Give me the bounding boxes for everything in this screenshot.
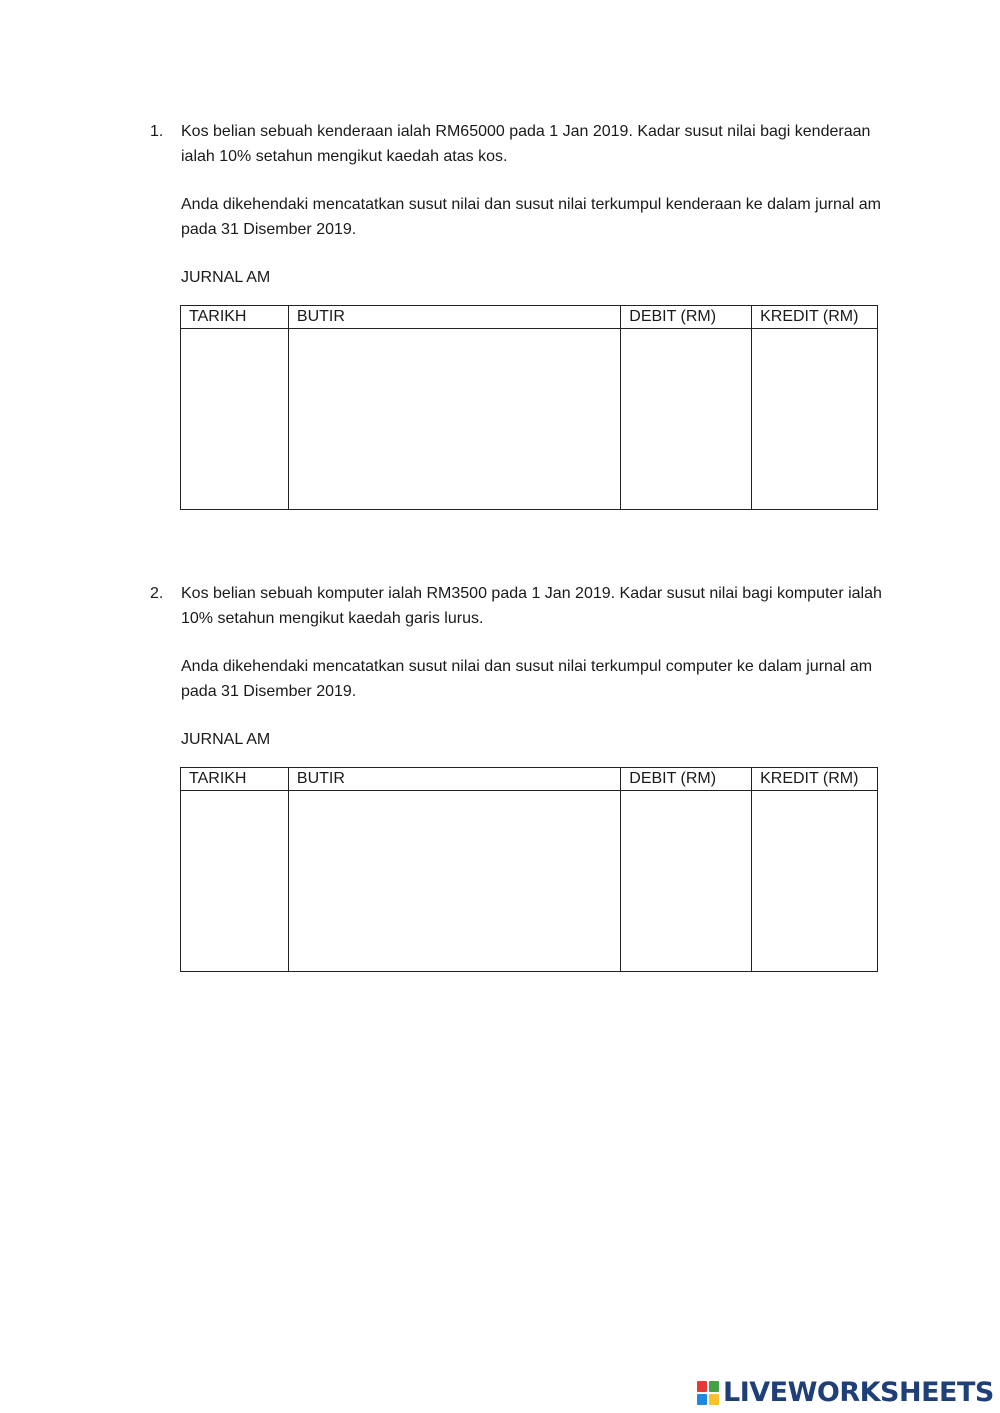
question-1-text: Kos belian sebuah kenderaan ialah RM65000 pada 1 Jan 2019. Kadar susut nilai bagi kenderaan ialah 10% setahun mengikut kaedah atas kos. bbox=[181, 123, 871, 165]
journal-table-1 bbox=[180, 305, 878, 510]
header-debit: DEBIT (RM) bbox=[621, 768, 752, 791]
question-2-instruction: Anda dikehendaki mencatatkan susut nilai dan susut nilai terkumpul computer ke dalam jurnal am pada 31 Disember 2019. bbox=[181, 658, 873, 700]
journal-header-row bbox=[181, 306, 878, 329]
journal-entry-row bbox=[181, 329, 878, 510]
question-1 bbox=[150, 119, 890, 290]
header-tarikh: TARIKH bbox=[181, 306, 289, 329]
cell-tarikh-input[interactable] bbox=[181, 329, 289, 510]
logo-block-green bbox=[709, 1381, 719, 1392]
header-debit: DEBIT (RM) bbox=[621, 306, 752, 329]
journal-1-title: JURNAL AM bbox=[181, 269, 271, 286]
logo-block-yellow bbox=[709, 1394, 719, 1405]
question-2-text: Kos belian sebuah komputer ialah RM3500 pada 1 Jan 2019. Kadar susut nilai bagi komputer ialah 10% setahun mengikut kaedah garis lurus. bbox=[181, 585, 882, 627]
question-2-number: 2. bbox=[150, 585, 164, 602]
header-butir: BUTIR bbox=[288, 306, 620, 329]
question-2 bbox=[150, 581, 890, 752]
logo-block-red bbox=[697, 1381, 707, 1392]
logo-blocks-icon bbox=[697, 1381, 719, 1405]
cell-tarikh-input[interactable] bbox=[181, 791, 289, 972]
question-1-number: 1. bbox=[150, 123, 164, 140]
header-kredit: KREDIT (RM) bbox=[752, 306, 878, 329]
cell-debit-input[interactable] bbox=[621, 329, 752, 510]
journal-table-2 bbox=[180, 767, 878, 972]
journal-2-title: JURNAL AM bbox=[181, 731, 271, 748]
header-tarikh: TARIKH bbox=[181, 768, 289, 791]
question-1-instruction: Anda dikehendaki mencatatkan susut nilai dan susut nilai terkumpul kenderaan ke dalam jurnal am pada 31 Disember 2019. bbox=[181, 196, 881, 238]
header-butir: BUTIR bbox=[288, 768, 620, 791]
cell-debit-input[interactable] bbox=[621, 791, 752, 972]
cell-kredit-input[interactable] bbox=[752, 329, 878, 510]
cell-kredit-input[interactable] bbox=[752, 791, 878, 972]
header-kredit: KREDIT (RM) bbox=[752, 768, 878, 791]
journal-header-row bbox=[181, 768, 878, 791]
cell-butir-input[interactable] bbox=[288, 791, 620, 972]
liveworksheets-logo bbox=[697, 1378, 994, 1408]
cell-butir-input[interactable] bbox=[288, 329, 620, 510]
logo-text: LIVEWORKSHEETS bbox=[723, 1377, 994, 1408]
journal-entry-row bbox=[181, 791, 878, 972]
logo-block-blue bbox=[697, 1394, 707, 1405]
